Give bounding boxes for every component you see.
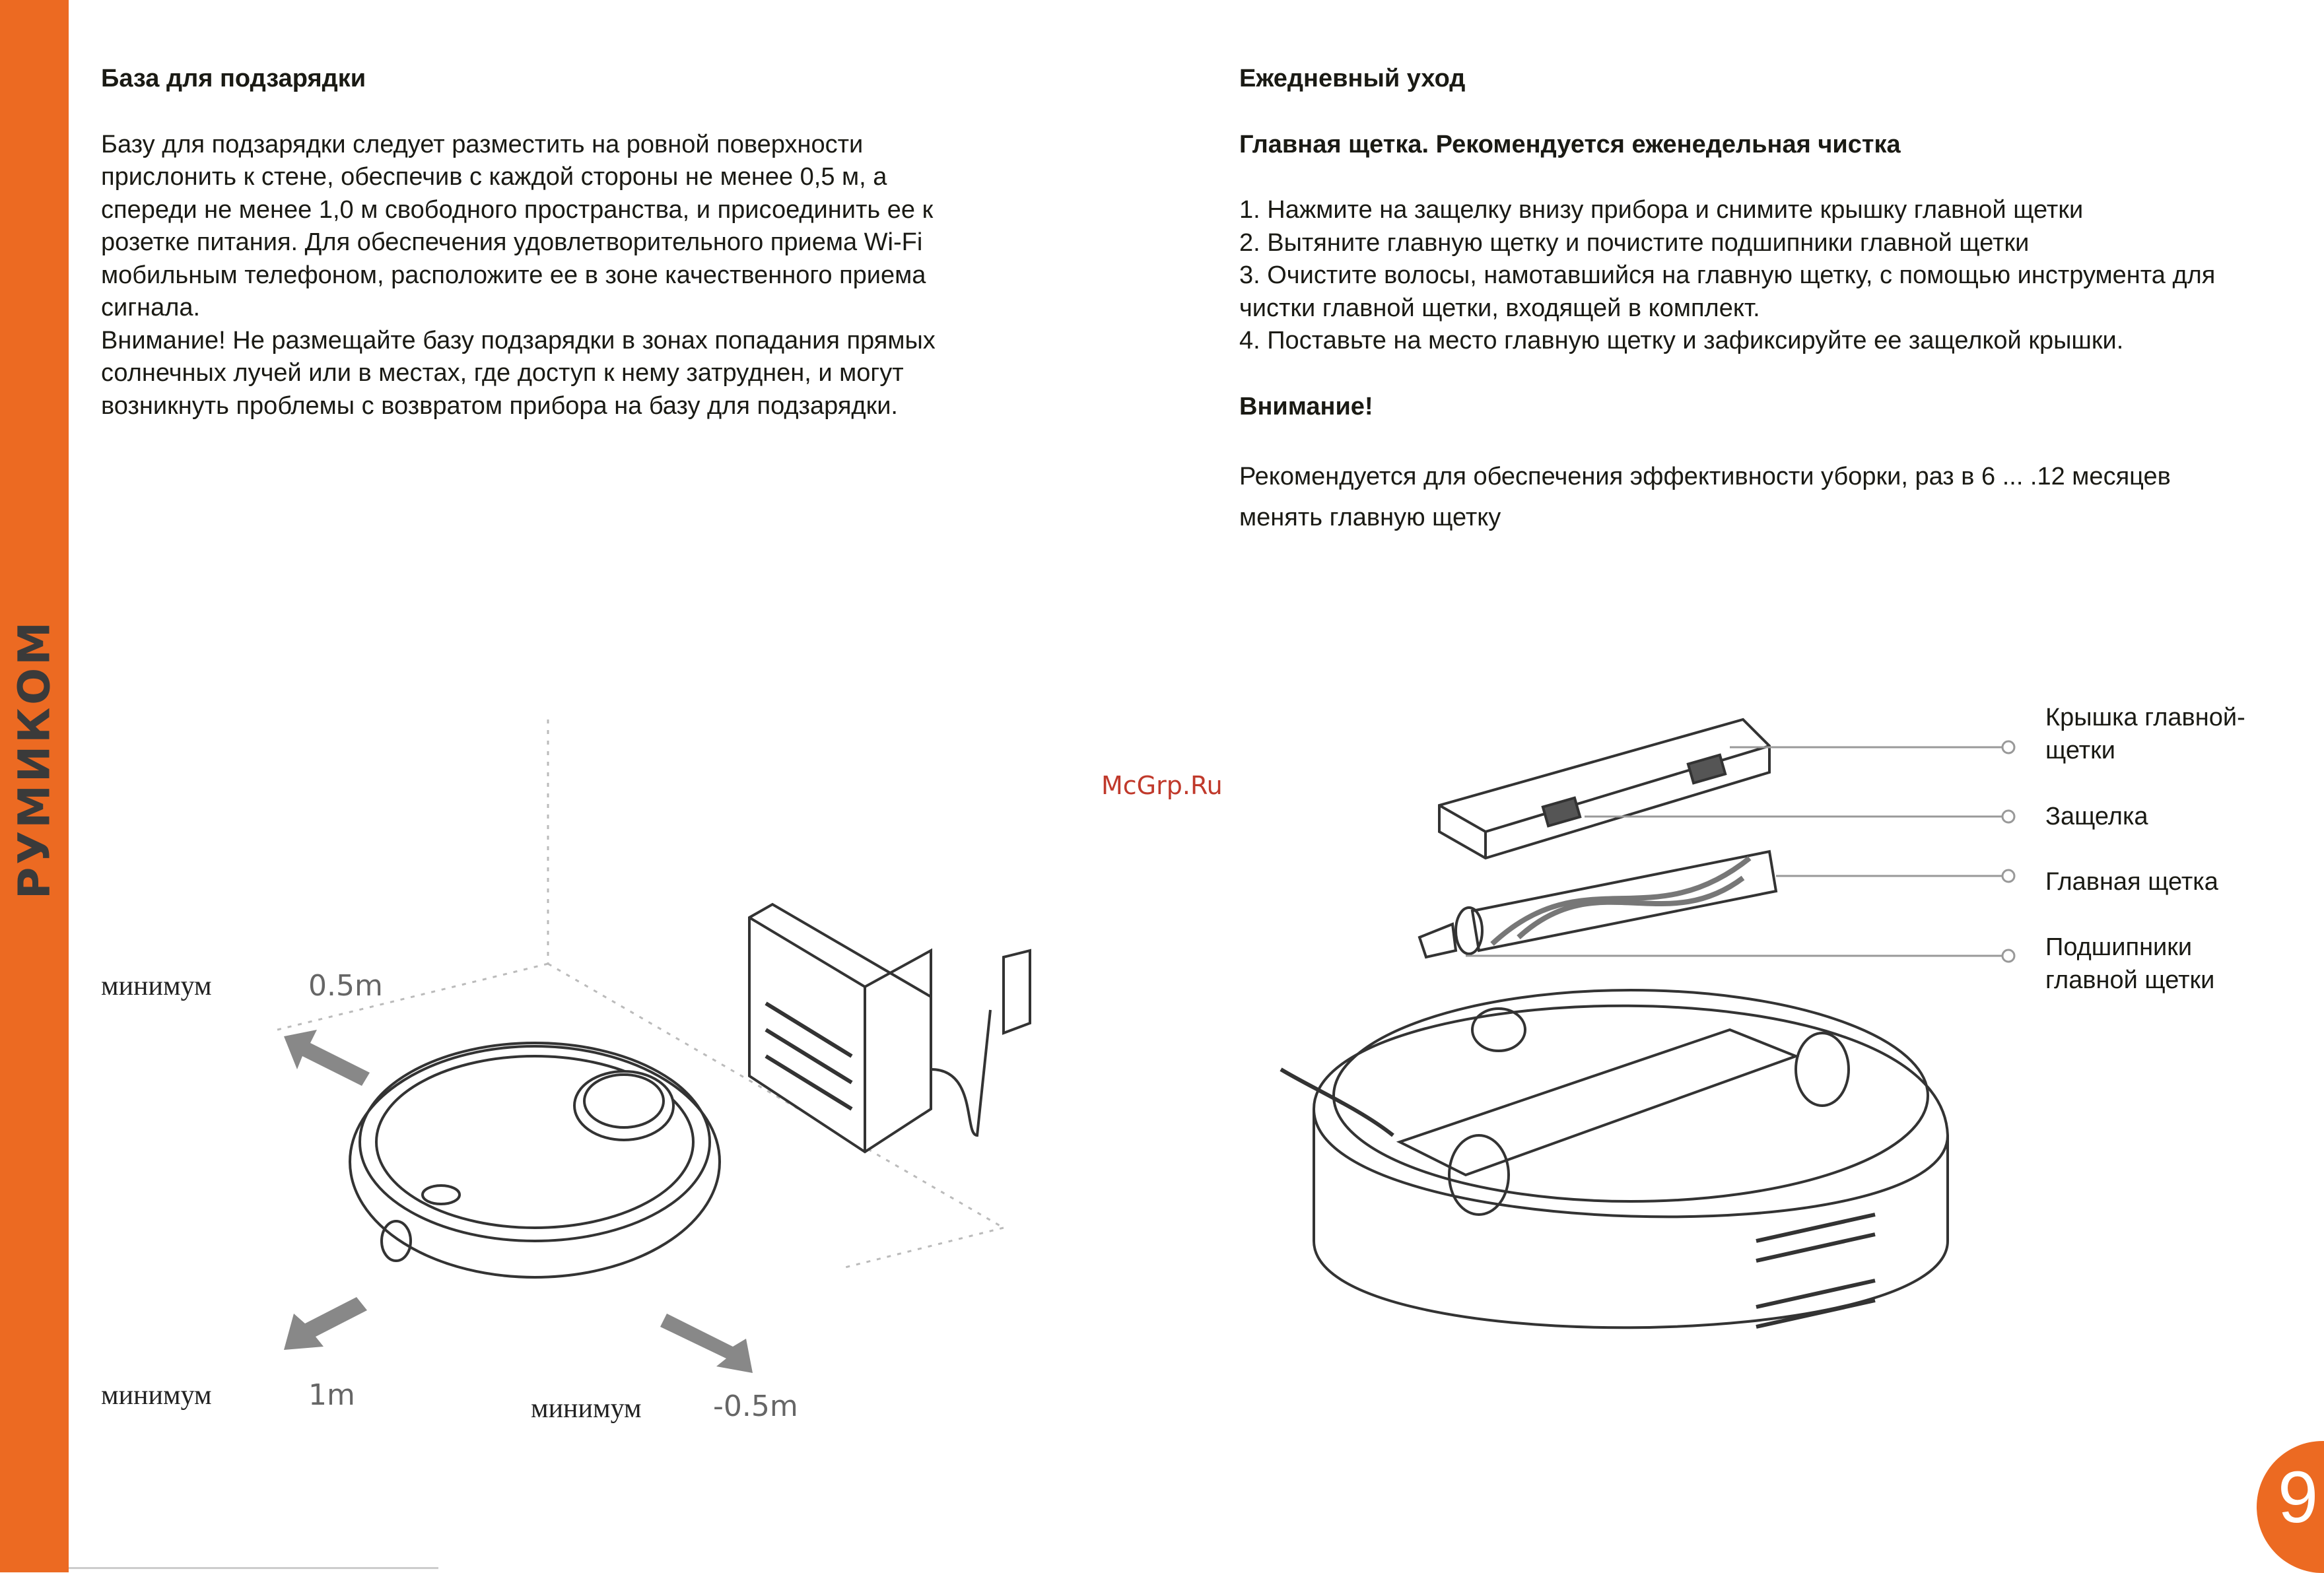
- callout-brush-cover: [2045, 701, 2245, 767]
- warning-line: Рекомендуется для обеспечения эффективности уборки, раз в 6 ... .12 месяцев: [1239, 463, 2171, 490]
- callout-bearings: [2045, 931, 2214, 997]
- warning-title: Внимание!: [1239, 392, 1373, 420]
- paragraph-line: мобильным телефоном, расположите ее в зоне качественного приема: [101, 261, 926, 289]
- step-line: 3. Очистите волосы, намотавшийся на главную щетку, с помощью инструмента для: [1239, 261, 2216, 289]
- paragraph-line: возникнуть проблемы с возвратом прибора на базу для подзарядки.: [101, 391, 898, 420]
- callout-line: Подшипники: [2045, 933, 2193, 961]
- distance-side: 0.5m: [308, 969, 383, 1003]
- paragraph-line: Внимание! Не размещайте базу подзарядки в зонах попадания прямых: [101, 326, 936, 354]
- robot-underside-icon: [1281, 990, 1948, 1327]
- callout-line: Главная щетка: [2045, 868, 2218, 896]
- step-line: 1. Нажмите на защелку внизу прибора и снимите крышку главной щетки: [1239, 196, 2084, 224]
- step-line: чистки главной щетки, входящей в комплект.: [1239, 294, 1760, 322]
- subsection-heading: Главная щетка. Рекомендуется еженедельная чистка: [1239, 130, 1901, 158]
- page-number: 9: [2278, 1457, 2319, 1538]
- callout-latch: [2045, 800, 2148, 833]
- warning-line: менять главную щетку: [1239, 504, 1501, 531]
- callout-line: Крышка главной-: [2045, 704, 2245, 731]
- divider: [69, 1567, 438, 1569]
- paragraph-line: спереди не менее 1,0 м свободного пространства, и присоединить ее к: [101, 195, 934, 224]
- min-label-front: минимум: [101, 1380, 212, 1411]
- callout-line: Защелка: [2045, 803, 2148, 830]
- callout-line: щетки: [2045, 737, 2115, 764]
- paragraph-line: Базу для подзарядки следует разместить на ровной поверхности: [101, 130, 864, 158]
- section-heading: База для подзарядки: [101, 65, 366, 92]
- paragraph-line: прислонить к стене, обеспечив с каждой стороны не менее 0,5 м, а: [101, 163, 887, 191]
- step-line: 2. Вытяните главную щетку и почистите подшипники главной щетки: [1239, 228, 2030, 257]
- placement-diagram: [277, 720, 1030, 1373]
- charging-dock-icon: [749, 904, 1030, 1152]
- paragraph-line: солнечных лучей или в местах, где доступ к нему затруднен, и могут: [101, 359, 904, 387]
- brand-logo: РУМИКОМ: [9, 619, 60, 899]
- min-label-side: минимум: [101, 971, 212, 1001]
- paragraph-line: сигнала.: [101, 294, 201, 321]
- main-brush-icon: [1419, 852, 1776, 957]
- distance-front: 1m: [308, 1378, 355, 1412]
- brush-diagram: [1281, 720, 2014, 1327]
- robot-vacuum-icon: [350, 1043, 720, 1277]
- brush-cover-icon: [1439, 720, 1769, 858]
- section-heading: Ежедневный уход: [1239, 65, 1466, 92]
- watermark: McGrp.Ru: [1101, 771, 1223, 800]
- paragraph-line: розетке питания. Для обеспечения удовлетворительного приема Wi-Fi: [101, 228, 923, 256]
- step-line: 4. Поставьте на место главную щетку и зафиксируйте ее защелкой крышки.: [1239, 327, 2124, 354]
- min-label-other-side: минимум: [531, 1393, 642, 1424]
- distance-other-side: -0.5m: [713, 1389, 798, 1423]
- callout-main-brush: [2045, 865, 2218, 898]
- callout-line: главной щетки: [2045, 966, 2215, 994]
